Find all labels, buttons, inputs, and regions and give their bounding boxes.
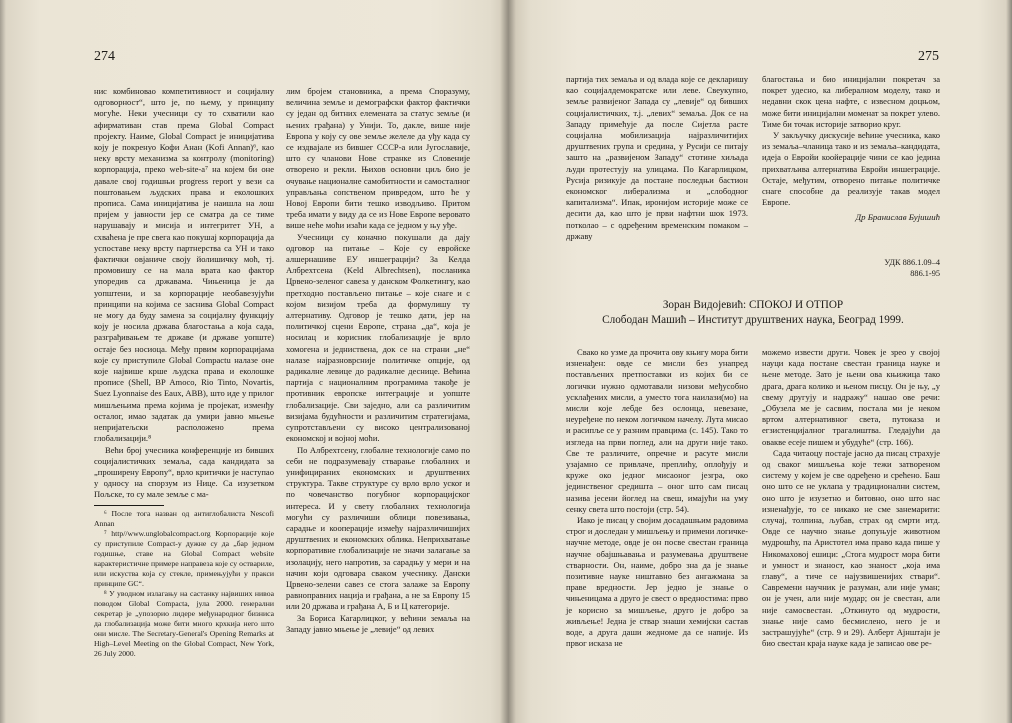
paragraph: Иако је писац у својим досадашњим радовима строг и доследан у мишљењу и примени логичке-научне методе, овде је он посве свестан граница научне обајшњавања и разумевања друштвене стварности. Он, наиме, добро зна да је знање позитивне науке ништавно без ангажмана за праве вредности. Јер једно је знање о чињеницама а друго је свест о вредностима: прво је корисно за мишљење, друго је добро за живљење! Једна је ствар знаши хемијски састав воде, а друга даши жедноме да се напије. Из првог исказа не (566, 515, 748, 649)
left-column-2 (286, 86, 470, 635)
footnote: ⁷ http//www.unglobalcompact.org Корпорације које су приступиле Compact-у дужне су да „бар једном годишње, ставе на Global Compact website карактеристичне примере направеза које су оствариле, или искуства која су стекле, примењујући у пракси принципе GC“. (94, 528, 274, 588)
footnotes (94, 509, 274, 659)
right-column-2 (762, 74, 940, 224)
left-column-1 (94, 86, 274, 659)
book-gutter (500, 0, 516, 723)
review-heading (566, 298, 940, 327)
right-column-4 (762, 347, 940, 649)
paragraph: Свако ко узме да прочита ову књигу мора бити изненађен: овде се мисли без унапред постављених претпоставки из којих би се логички нужно одмотавали низови међусобно усклађених мисли, а уместо тога наилази(мо) на мисли које лебде без ослонца, невезане, неуређене по неком логичком начелу. Лута мисао и расипље се у разним правцима (с. 145). Тако то изгледа на први поглед, али на други није тако. Све те различите, опречне и расуте мисли узајамно се привлаче, преплићу, оплођују и кружe око једног мисаоног језгра, око јединственог средишта – оног што сам писац назива јесени йоглед на свеш, имајући на уму сенку света што постоји (стр. 54). (566, 347, 748, 514)
paragraph: партија тих земаља и од влада које се декларишу као социјалдемократске или леве. Свеукупно, земље развијеног Запада су „левије“ од бивших социјалистичких, т.ј. „левих“ земаља. Док се на Западу примећује да после Сијетла расте социјална мобилизација најразличитијих друштвених група и средина, у Русији се питају зашто на „развијеном Западу“ стотине хиљада људи протестују на улицама. По Кагарлицком, Русија ризикује да постане последњи бастион економског либерализма и „слободног капитализма“. Ипак, иронијом историје може се десити да, као што је први нафтни шок 1973. потколао – с одређеним временским помаком – државу (566, 74, 748, 241)
paragraph: нис комбиновао компетитивност и социјалну одговорност“, што је, по њему, у принципу могуће. Неки учесници су то схватили као афирмативан став према Global Compact пројекту. Наиме, Global Compact је иницијатива коју је покренуо Кофи Анан (Kofi Annan)⁶, као некy врсту механизма за контролу (monitoring) корпорација, преко web-site-a⁷ на којем би оне давале свој годишњи progress report у вези са поштовањем људских права и еколошких прописа. Сама иницијатива је наишла на лош пријем у јавности јер се сматра да се тиме нарушавају и мисија и интегритет УН, а схваћена је пре свега као покушај корпорација да успоставе неку врсту партнерства са УН и тако фактички овјаниче своју йолишичку моћ, тј. промовишу се на мала врата као фактор упоредив са државама. Чињеница је да уопштени, и за корпорације необавезујући принципи на којима се заснива Global Compact не могу да буду замена за социјалну функцију коју је носила држава благостања а која сада, разграђивањем те државе (и државе уопште) остаје без носиоца. Међу првим корпорацијама које су приступиле Global Compactu налазе оне које највише крше људска права и еколошке прописе (Shell, BP Amoco, Rio Tinto, Novartis, Suez Lyonnaise des Eaux, ABB), што иде у прилог мишљењима према којима је пројекат, изменђу осталог, имао задатак да умири јавно мњење непријатељски расположено према глобализацији.⁸ (94, 86, 274, 444)
paragraph: За Бориса Кагарлицког, у већини земаља на Западу јавно мњење је „левиje“ од левих (286, 612, 470, 634)
right-page (508, 0, 1012, 723)
page-number-left: 274 (94, 49, 115, 64)
udk-line: УДК 886.1.09–4 (884, 258, 940, 267)
page-number-right: 275 (918, 49, 939, 64)
paragraph: благостања и био иницијални покретач за покрет удесно, ка либералном моделу, тако и недавни скок цена нафте, с извесном доцњом, може бити иницијални моменат за покрет улево. Тиме би точак историје затворио круг. (762, 74, 940, 129)
paragraph: По Албрехтсену, глобалне технологије само по себи не подразумевају стварање глобалних и унифицираних економских и друштвених структура. Такве структуре су врло врло ускоr и по човечанство погубног корпорацијског интереса. И у свету глобалних технологија могући су различиши облици повезивања, сарадње и кооперације између најразличишијих друштвених и економских облика. Неприхватање корпоративне глобализације не значи залагање за изолацију, него напротив, за сарадњу у мери и на начин који одговара свакoм учеснику. Дански Црвено-зелени савез се стога залаже за Европу равноправних нација и грађана, а не за Европу 15 или 20 држава и грађана А, Б и Ц категорије. (286, 444, 470, 612)
paragraph: можемо извести други. Човек је зрео у својој науци када постане свестан граница науке и њене методе. Зато је њени ова књижица тако драга, драга колико и њеном писцу. Он је њу, „у свему другују и надражу“ нашао ове речи: „Обузела ме је сасвим, постала ми је неком вртом алтернативног света, путоказа и егзистенцијалног трагалиштва. Гледајући да оваквe есеје пишем и убудуће“ (стр. 166). (762, 347, 940, 447)
right-column-3 (566, 347, 748, 649)
author-signature: Др Бранислав Бујишић (855, 212, 940, 223)
footnote: ⁸ У уводном излагању на састанку највиших нивоа поводом Global Compacta, јула 2000. генерални секретар је „упозорио лидере међународног бизниса да глобализација може бити много крхкија него што они мисле. The Secretary-General's Opening Remarks at High–Level Meeting on the Global Compact, New York, 26 July 2000. (94, 588, 274, 658)
udk-line: 886.1-95 (910, 269, 940, 278)
paragraph: У закључку дискусије већине учесника, како из земаља–чланица тако и из земаља–кандидата, идеја о Евройи коойерације чини се као једина прихватљива алтернатива Евройи иншеграције. Остаје, међутим, отворено питање политичке снаге способне да реализује такав модел Европе. (762, 130, 940, 208)
udk-classification (808, 257, 940, 279)
review-heading-title: Зоран Видојевић: СПОКОЈ И ОТПОР (662, 299, 844, 311)
paragraph: Учесници су коначно покушали да дају одговор на питање – Које су евройске алшернашиве ЕУ иншеграцији? За Келда Албрехтсена (Keld Albrechtsen), посланика Црвено-зеленог савеза у данском Фолкетингу, као претходно постављено питање – које снаге и с којом визијом треба да формулишу ту алтернативу. Одговор је тешко дати, јер на политичкој сцени Европе, страна „да“, која је носилац и корисник глобализације је врло хомогена и једниствена, док се на страни „не“ налазе најразноврсније политичке опције, од радикалне левице до радикалне деснице. Већина партија с националним програмима такође је противник европске интеграције и уопште глобализације. Сви заједно, али са различитим визијама будућности и различитим стратегијама, супротстављени су високо централизованој економској и војној моћи. (286, 231, 470, 444)
review-heading-publisher: Слободан Машић – Институт друштвених наука, Београд 1999. (602, 313, 904, 326)
paragraph: лим бројем становника, а према Споразуму, величина земље и демографски фактор фактички су један од битних елемената за статус земље (и њених грађана) у Унији. То, дакле, више није Европа у коју су ове земље желеле да уђу када су се издвајале из бившег СССР-а или Југославије, што су чланови Нове странке из Словеније отворено и рекли. Њихов основни циљ био је очување националне самобитности и самосталног управљања сопственом привредом, што ће у Новој Европи бити тешко изводљиво. Притом треба имати у виду да се из Нове Европе веровато више неће моћи изаћи када се једном у њу уђе. (286, 86, 470, 231)
paragraph: Већи број учесника конференције из бивших социјалистичких земаља, сада кандидата за „проширену Европу“, врло критички је наступао у односу на спорзум из Нице. Са изузетком Пољске, то су мале земље с ма- (94, 444, 274, 500)
right-column-1 (566, 74, 748, 242)
footnote-divider (94, 505, 164, 506)
paragraph: Сада читаоцу постаје јасно да писац стрaхује од сваког мишљења које тежи затвореном систему у којем је све одређено и срећено. Баш оно што се не уклапа у традиционални систем, оно што је изузетно и битовно, оно што нас изненађује, то се никако не сме занемарити: случај, толпина, љубав, страх од смрти итд. Овде се научно знање допуњује животном мудрошћу, па Аристотел има право када пише у Никомаховој ешици: „Стога мудрост мора бити и умност и знаност, као знаност „која има главу“, а тиче се најузвишенијих ствари“. Савремени научник је разуман, али није умaн; он је учен, али није мудар; он је свестан, али није самосвестан. „Откинуто од мудрости, знање није само бесмислено, него је и застрашујуће“ (стр. 9 и 29). Алберт Ајнштајн је био свестан краја науке када је записао ове ре- (762, 447, 940, 649)
footnote: ⁶ После тога назван од антиглобалиста Nescofi Annan (94, 508, 274, 528)
